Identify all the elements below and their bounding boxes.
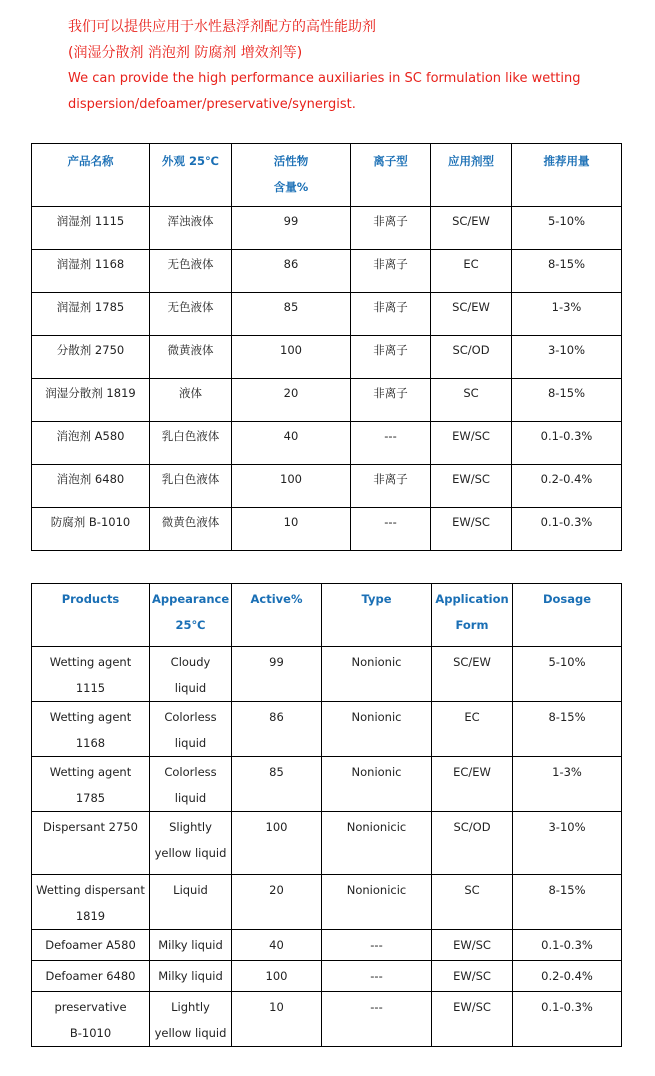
table-cell: SC/EW bbox=[431, 293, 512, 336]
table-cell: 20 bbox=[232, 875, 322, 930]
table-cell: Lightly yellow liquid bbox=[150, 992, 232, 1047]
table-cell: SC bbox=[431, 379, 512, 422]
table-cell: 8-15% bbox=[512, 379, 622, 422]
table-cell: 非离子 bbox=[351, 465, 431, 508]
table-cell: EW/SC bbox=[432, 930, 513, 961]
table-cell: EW/SC bbox=[432, 992, 513, 1047]
table-cell: EW/SC bbox=[431, 422, 512, 465]
column-header: 外观 25℃ bbox=[150, 144, 232, 207]
table-cell: Colorless liquid bbox=[150, 702, 232, 757]
table-cell: 润湿剂 1115 bbox=[32, 207, 150, 250]
table-cell: 0.2-0.4% bbox=[513, 961, 622, 992]
table-cell: Wetting dispersant 1819 bbox=[32, 875, 150, 930]
table-cell: 5-10% bbox=[513, 647, 622, 702]
table-cell: 1-3% bbox=[512, 293, 622, 336]
product-table-english bbox=[31, 583, 622, 1047]
table-cell: Cloudy liquid bbox=[150, 647, 232, 702]
table-cell: 0.2-0.4% bbox=[512, 465, 622, 508]
table-row bbox=[32, 293, 622, 336]
table-cell: 3-10% bbox=[512, 336, 622, 379]
column-header: Products bbox=[32, 584, 150, 647]
table-cell: 浑浊液体 bbox=[150, 207, 232, 250]
table-cell: 99 bbox=[232, 207, 351, 250]
table-cell: 非离子 bbox=[351, 250, 431, 293]
table-cell: Slightly yellow liquid bbox=[150, 812, 232, 875]
intro-en-line-1: We can provide the high performance auxiliaries in SC formulation like wetting bbox=[68, 71, 581, 86]
table-cell: 100 bbox=[232, 961, 322, 992]
intro-zh-line-2: (润湿分散剂 消泡剂 防腐剂 增效剂等) bbox=[68, 45, 303, 61]
column-header: Type bbox=[322, 584, 432, 647]
table-cell: 分散剂 2750 bbox=[32, 336, 150, 379]
table-row bbox=[32, 379, 622, 422]
table-cell: 无色液体 bbox=[150, 250, 232, 293]
table-cell: 润湿分散剂 1819 bbox=[32, 379, 150, 422]
table-cell: EC bbox=[431, 250, 512, 293]
table-cell: 85 bbox=[232, 293, 351, 336]
table-cell: EC/EW bbox=[432, 757, 513, 812]
table-cell: 85 bbox=[232, 757, 322, 812]
table-cell: 0.1-0.3% bbox=[513, 930, 622, 961]
table-row bbox=[32, 875, 622, 930]
table-cell: Wetting agent 1115 bbox=[32, 647, 150, 702]
table-cell: 40 bbox=[232, 422, 351, 465]
table-cell: SC bbox=[432, 875, 513, 930]
table-cell: Wetting agent 1168 bbox=[32, 702, 150, 757]
table-cell: Nonionic bbox=[322, 757, 432, 812]
column-header: 推荐用量 bbox=[512, 144, 622, 207]
table-cell: 8-15% bbox=[512, 250, 622, 293]
table-row bbox=[32, 465, 622, 508]
table-row bbox=[32, 207, 622, 250]
table-cell: 微黄液体 bbox=[150, 336, 232, 379]
table-header-row bbox=[32, 144, 622, 207]
table-cell: 0.1-0.3% bbox=[513, 992, 622, 1047]
table-cell: 100 bbox=[232, 812, 322, 875]
table-cell: 8-15% bbox=[513, 702, 622, 757]
intro-zh-line-1: 我们可以提供应用于水性悬浮剂配方的高性能助剂 bbox=[68, 19, 376, 35]
table-cell: Nonionic bbox=[322, 647, 432, 702]
table-cell: Defoamer A580 bbox=[32, 930, 150, 961]
table-cell: Nonionicic bbox=[322, 812, 432, 875]
table-header-row bbox=[32, 584, 622, 647]
table-cell: 消泡剂 6480 bbox=[32, 465, 150, 508]
table-cell: 液体 bbox=[150, 379, 232, 422]
table-cell: Wetting agent 1785 bbox=[32, 757, 150, 812]
table-cell: Nonionicic bbox=[322, 875, 432, 930]
table-cell: 非离子 bbox=[351, 379, 431, 422]
column-header: 应用剂型 bbox=[431, 144, 512, 207]
table-cell: 消泡剂 A580 bbox=[32, 422, 150, 465]
table-row bbox=[32, 702, 622, 757]
table-cell: Nonionic bbox=[322, 702, 432, 757]
table-cell: --- bbox=[351, 422, 431, 465]
table-cell: preservative B-1010 bbox=[32, 992, 150, 1047]
table-cell: 86 bbox=[232, 702, 322, 757]
table-cell: SC/OD bbox=[432, 812, 513, 875]
table-cell: 0.1-0.3% bbox=[512, 422, 622, 465]
column-header: 离子型 bbox=[351, 144, 431, 207]
table-cell: 无色液体 bbox=[150, 293, 232, 336]
column-header: 产品名称 bbox=[32, 144, 150, 207]
column-header: Active% bbox=[232, 584, 322, 647]
intro-en-line-2: dispersion/defoamer/preservative/synergist. bbox=[68, 97, 356, 112]
table-cell: Liquid bbox=[150, 875, 232, 930]
table-cell: 非离子 bbox=[351, 293, 431, 336]
table-row bbox=[32, 961, 622, 992]
table-cell: 3-10% bbox=[513, 812, 622, 875]
table-cell: 10 bbox=[232, 992, 322, 1047]
table-cell: --- bbox=[322, 961, 432, 992]
table-row bbox=[32, 508, 622, 551]
table-cell: 1-3% bbox=[513, 757, 622, 812]
table-cell: 20 bbox=[232, 379, 351, 422]
table-cell: 非离子 bbox=[351, 207, 431, 250]
table-cell: Milky liquid bbox=[150, 961, 232, 992]
table-cell: 润湿剂 1168 bbox=[32, 250, 150, 293]
table-cell: --- bbox=[322, 930, 432, 961]
column-header: 活性物 含量% bbox=[232, 144, 351, 207]
table-cell: 86 bbox=[232, 250, 351, 293]
table-cell: --- bbox=[351, 508, 431, 551]
table-cell: 非离子 bbox=[351, 336, 431, 379]
table-row bbox=[32, 250, 622, 293]
column-header: Application Form bbox=[432, 584, 513, 647]
table-row bbox=[32, 812, 622, 875]
table-cell: 乳白色液体 bbox=[150, 465, 232, 508]
table-cell: EC bbox=[432, 702, 513, 757]
table-cell: 100 bbox=[232, 465, 351, 508]
table-cell: SC/OD bbox=[431, 336, 512, 379]
table-cell: 微黄色液体 bbox=[150, 508, 232, 551]
table-cell: 润湿剂 1785 bbox=[32, 293, 150, 336]
table-cell: SC/EW bbox=[432, 647, 513, 702]
table-row bbox=[32, 992, 622, 1047]
table-cell: 99 bbox=[232, 647, 322, 702]
table-row bbox=[32, 647, 622, 702]
table-cell: 防腐剂 B-1010 bbox=[32, 508, 150, 551]
table-cell: --- bbox=[322, 992, 432, 1047]
table-cell: 8-15% bbox=[513, 875, 622, 930]
table-cell: EW/SC bbox=[431, 508, 512, 551]
table-row bbox=[32, 930, 622, 961]
column-header: Dosage bbox=[513, 584, 622, 647]
table-cell: EW/SC bbox=[432, 961, 513, 992]
table-row bbox=[32, 422, 622, 465]
table-cell: EW/SC bbox=[431, 465, 512, 508]
table-row bbox=[32, 757, 622, 812]
table-cell: Colorless liquid bbox=[150, 757, 232, 812]
table-cell: 40 bbox=[232, 930, 322, 961]
table-cell: Milky liquid bbox=[150, 930, 232, 961]
product-table-chinese bbox=[31, 143, 622, 551]
table-cell: SC/EW bbox=[431, 207, 512, 250]
table-cell: 0.1-0.3% bbox=[512, 508, 622, 551]
table-cell: 5-10% bbox=[512, 207, 622, 250]
table-cell: Defoamer 6480 bbox=[32, 961, 150, 992]
table-cell: 乳白色液体 bbox=[150, 422, 232, 465]
column-header: Appearance 25℃ bbox=[150, 584, 232, 647]
table-row bbox=[32, 336, 622, 379]
table-cell: 10 bbox=[232, 508, 351, 551]
table-cell: 100 bbox=[232, 336, 351, 379]
intro-text-block bbox=[68, 14, 581, 118]
table-cell: Dispersant 2750 bbox=[32, 812, 150, 875]
